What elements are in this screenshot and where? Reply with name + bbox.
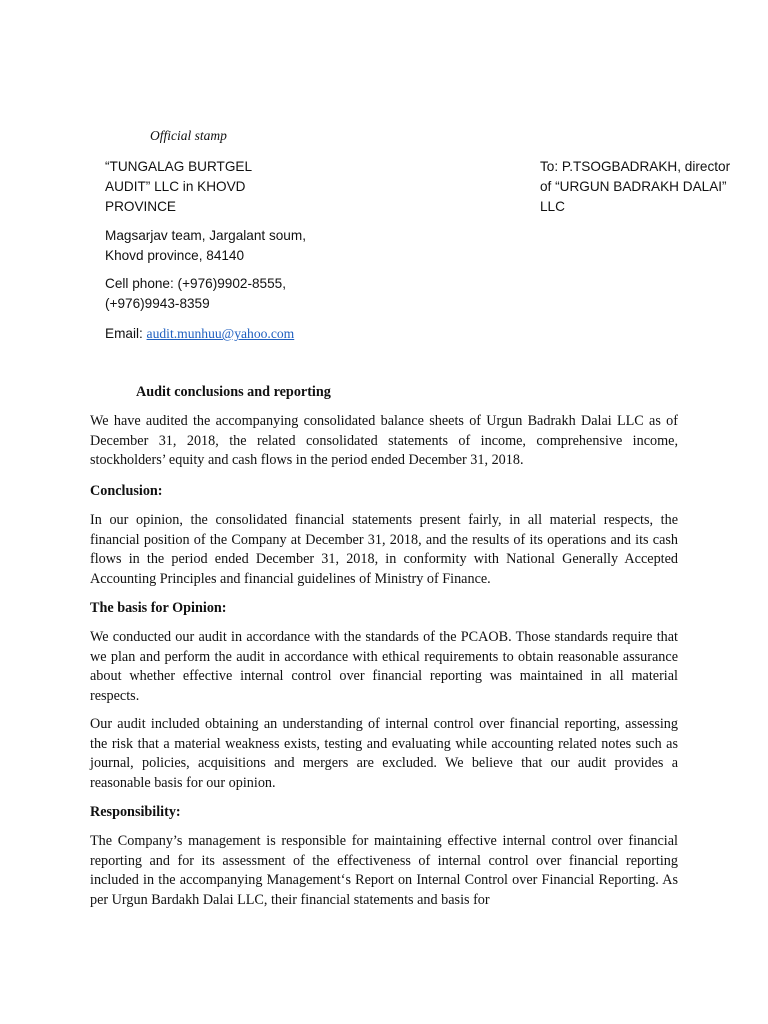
intro-paragraph: We have audited the accompanying consolidated balance sheets of Urgun Badrakh Dalai LLC as of December 31, 2018, the related consolidated statements of income, comprehensive income, stockholders’ equity and cash flows in the period ended December 31, 2018. xyxy=(90,413,678,468)
basis-paragraph-1: We conducted our audit in accordance with the standards of the PCAOB. Those standards require that we plan and perform the audit in accordance with ethical requirements to obtain reasonable assurance about whether effective internal control over financial reporting was maintained in all material respects. xyxy=(90,629,678,704)
recipient-block: To: P.TSOGBADRAKH, director of “URGUN BADRAKH DALAI” LLC xyxy=(540,159,731,214)
conclusion-heading: Conclusion: xyxy=(90,483,163,499)
email-label: Email: xyxy=(105,326,147,341)
report-title: Audit conclusions and reporting xyxy=(136,384,331,400)
responsibility-paragraph: The Company’s management is responsible for maintaining effective internal control over financial reporting and for its assessment of the effectiveness of internal control over financial reporting included in the accompanying Management‘s Report on Internal Control over Financial Reporting. As per Urgun Bardakh Dalai LLC, their financial statements and basis for xyxy=(90,833,678,908)
responsibility-heading: Responsibility: xyxy=(90,804,181,820)
email-link[interactable]: audit.munhuu@yahoo.com xyxy=(146,326,295,341)
basis-paragraph-2: Our audit included obtaining an understanding of internal control over financial reporting, assessing the risk that a material weakness exists, testing and evaluating while accounting related notes such as journal, policies, acquisitions and mergers are excluded. We believe that our audit provides a reasonable basis for our opinion. xyxy=(90,716,678,791)
official-stamp-label: Official stamp xyxy=(150,128,227,143)
conclusion-paragraph: In our opinion, the consolidated financial statements present fairly, in all material respects, the financial position of the Company at December 31, 2018, and the results of its operations and its cash flows in the period ended December 31, 2018, in conformity with National Generally Accepted Accounting Principles and financial guidelines of Ministry of Finance. xyxy=(90,512,678,587)
sender-phone: Cell phone: (+976)9902-8555, (+976)9943-8359 xyxy=(105,276,287,311)
sender-email-line xyxy=(105,324,294,344)
sender-address: Magsarjav team, Jargalant soum, Khovd province, 84140 xyxy=(105,228,306,263)
basis-heading: The basis for Opinion: xyxy=(90,600,227,616)
sender-company-name: “TUNGALAG BURTGEL AUDIT” LLC in KHOVD PROVINCE xyxy=(105,159,253,214)
